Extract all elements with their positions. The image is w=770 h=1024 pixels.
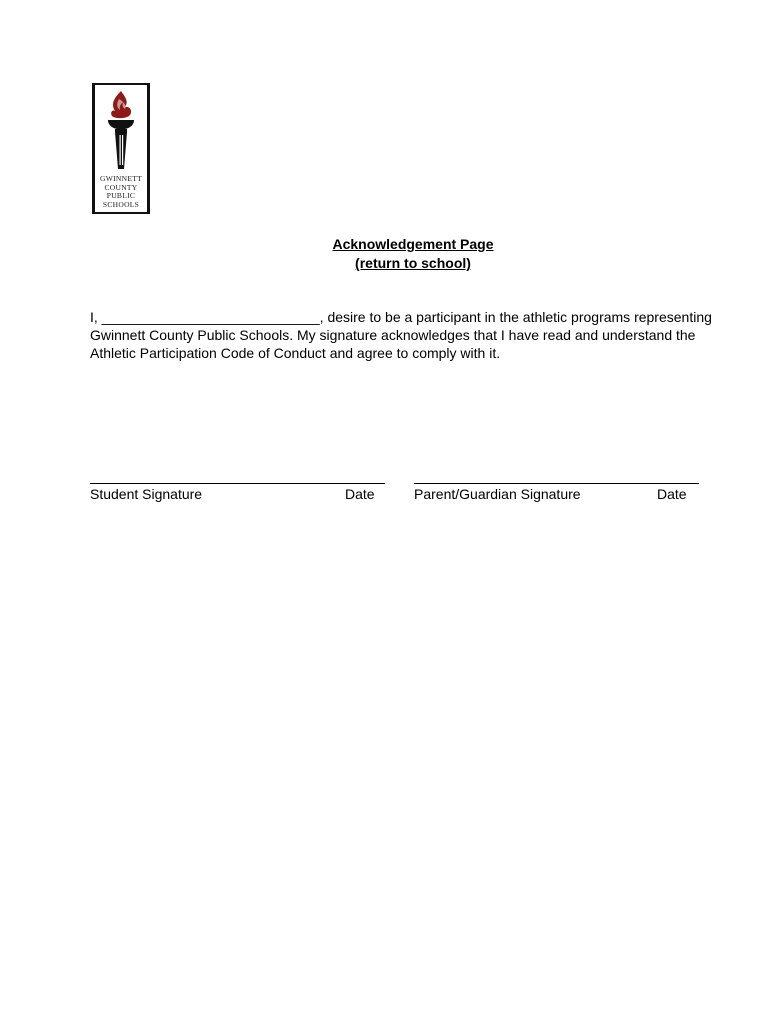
logo-text [95, 175, 147, 209]
page-title: Acknowledgement Page [332, 236, 494, 252]
torch-icon [103, 89, 139, 173]
student-signature-line [90, 483, 385, 484]
student-date-label: Date [345, 486, 375, 502]
logo-line: GWINNETT [100, 174, 142, 183]
parent-signature-label: Parent/Guardian Signature [414, 486, 581, 502]
acknowledgement-paragraph: I, ____________________________, desire to be a participant in the athletic programs representing Gwinnett County Public Schools. My signature acknowledges that I have read and understand the Athletic Participation Code of Conduct and agree to comply with it. [90, 309, 712, 361]
parent-signature-line [414, 483, 699, 484]
page-subtitle: (return to school) [355, 255, 471, 271]
logo-line: SCHOOLS [102, 199, 140, 209]
parent-date-label: Date [657, 486, 687, 502]
logo-line: COUNTY [104, 182, 138, 192]
gwinnett-county-public-schools-logo [92, 83, 150, 214]
logo-line: PUBLIC [106, 191, 136, 201]
student-signature-label: Student Signature [90, 486, 203, 502]
